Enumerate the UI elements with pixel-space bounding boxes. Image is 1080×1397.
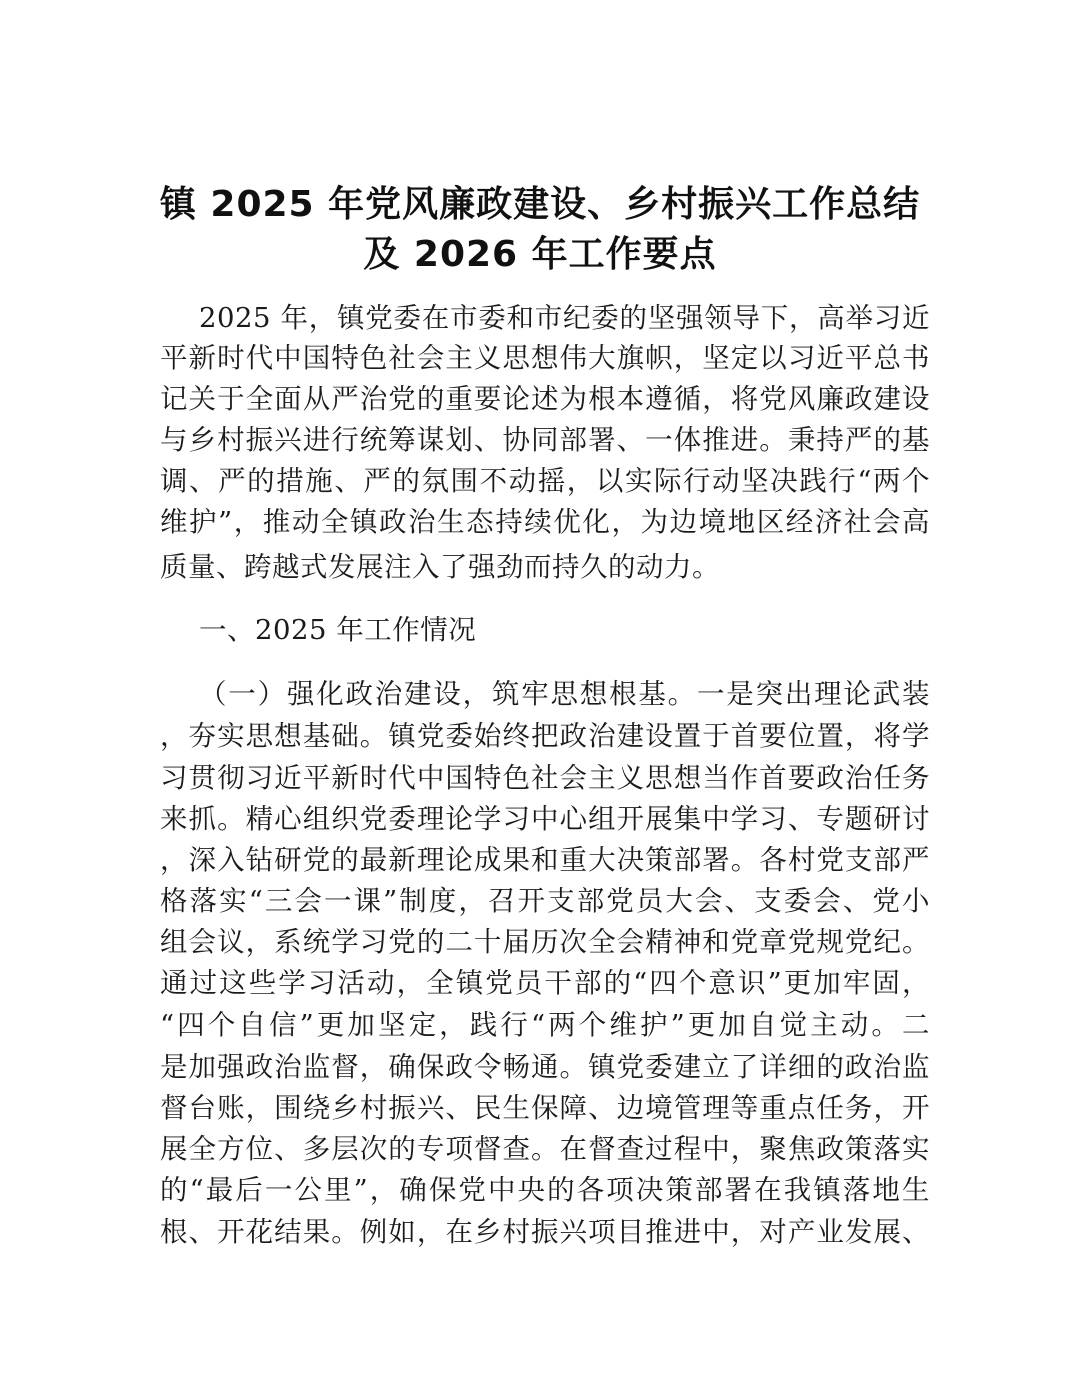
paragraph-line: 格落实“三会一课”制度，召开支部党员大会、支委会、党小	[160, 885, 930, 917]
paragraph-line: 来抓。精心组织党委理论学习中心组开展集中学习、专题研讨	[160, 803, 930, 835]
paragraph-line: 展全方位、多层次的专项督查。在督查过程中，聚焦政策落实	[160, 1133, 930, 1165]
paragraph-line: “四个自信”更加坚定，践行“两个维护”更加自觉主动。二	[160, 1009, 930, 1041]
intro-line: 调、严的措施、严的氛围不动摇，以实际行动坚决践行“两个	[160, 465, 930, 497]
paragraph-line: 的“最后一公里”，确保党中央的各项决策部署在我镇落地生	[160, 1174, 930, 1206]
paragraph-line: （一）强化政治建设，筑牢思想根基。一是突出理论武装	[199, 678, 930, 710]
section-heading: 一、2025 年工作情况	[199, 614, 477, 646]
document-title-line-1: 镇 2025 年党风廉政建设、乡村振兴工作总结	[159, 184, 921, 225]
paragraph-line: 习贯彻习近平新时代中国特色社会主义思想当作首要政治任务	[160, 762, 930, 794]
intro-line: 记关于全面从严治党的重要论述为根本遵循，将党风廉政建设	[160, 383, 930, 415]
paragraph-line: 组会议，系统学习党的二十届历次全会精神和党章党规党纪。	[160, 926, 930, 958]
intro-line: 质量、跨越式发展注入了强劲而持久的动力。	[160, 551, 720, 583]
paragraph-line: ，深入钻研党的最新理论成果和重大决策部署。各村党支部严	[160, 844, 930, 876]
intro-line: 2025 年，镇党委在市委和市纪委的坚强领导下，高举习近	[199, 302, 930, 334]
intro-line: 与乡村振兴进行统筹谋划、协同部署、一体推进。秉持严的基	[160, 424, 930, 456]
paragraph-line: 通过这些学习活动，全镇党员干部的“四个意识”更加牢固，	[160, 967, 930, 999]
paragraph-line: 是加强政治监督，确保政令畅通。镇党委建立了详细的政治监	[160, 1051, 930, 1083]
paragraph-line: 根、开花结果。例如，在乡村振兴项目推进中，对产业发展、	[160, 1216, 930, 1248]
paragraph-line: ，夯实思想基础。镇党委始终把政治建设置于首要位置，将学	[160, 720, 930, 752]
intro-line: 维护”，推动全镇政治生态持续优化，为边境地区经济社会高	[160, 506, 930, 538]
intro-line: 平新时代中国特色社会主义思想伟大旗帜，坚定以习近平总书	[160, 342, 930, 374]
document-title-line-2: 及 2026 年工作要点	[363, 234, 717, 275]
paragraph-line: 督台账，围绕乡村振兴、民生保障、边境管理等重点任务，开	[160, 1092, 930, 1124]
